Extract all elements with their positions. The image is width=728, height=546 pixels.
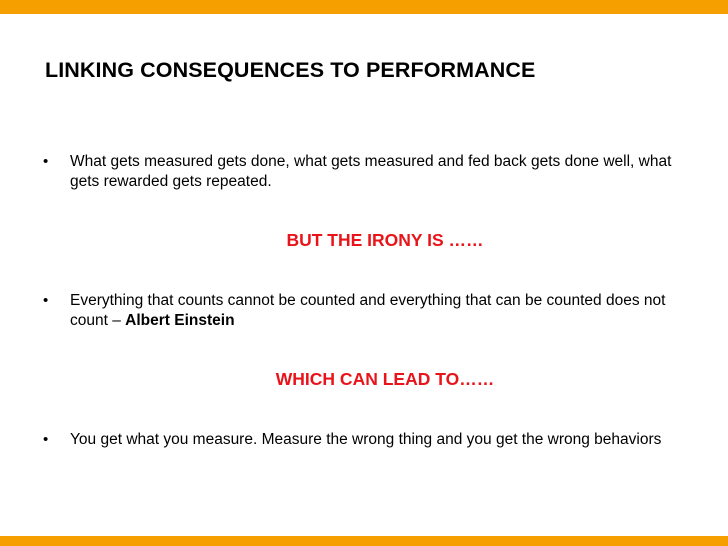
top-accent-bar [0, 0, 728, 14]
bullet-marker: • [43, 431, 49, 448]
quote-text: Everything that counts cannot be counted and everything that can be counted does not count – [70, 292, 666, 329]
bullet-item-2 [43, 291, 683, 331]
bullet-text-2 [70, 291, 683, 331]
slide-title: LINKING CONSEQUENCES TO PERFORMANCE [45, 58, 536, 82]
bullet-item-3 [43, 430, 683, 450]
bullet-text-1: What gets measured gets done, what gets measured and fed back gets done well, what gets rewarded gets repeated. [70, 153, 672, 190]
quote-attribution: Albert Einstein [125, 312, 235, 329]
bullet-item-1 [43, 152, 683, 192]
bullet-marker: • [43, 292, 49, 309]
callout-irony: BUT THE IRONY IS …… [286, 230, 484, 250]
bullet-marker: • [43, 153, 49, 170]
bottom-accent-bar [0, 536, 728, 546]
callout-lead-to: WHICH CAN LEAD TO…… [275, 369, 495, 389]
bullet-text-3: You get what you measure. Measure the wrong thing and you get the wrong behaviors [70, 431, 662, 448]
